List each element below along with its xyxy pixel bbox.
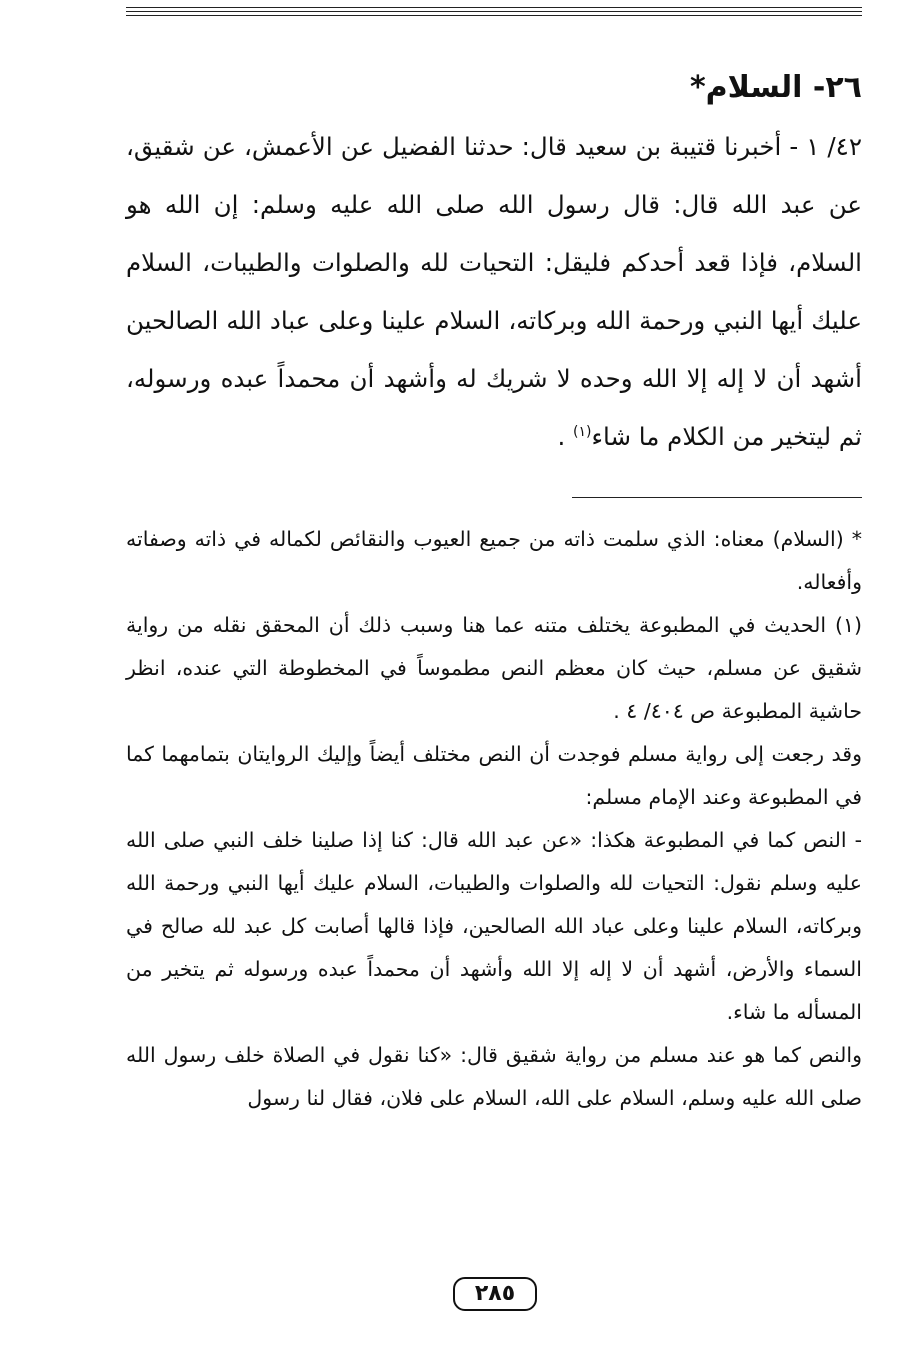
- footnote-para-4: والنص كما هو عند مسلم من رواية شقيق قال: «كنا نقول في الصلاة خلف رسول الله صلى الله عليه وسلم، السلام على الله، السلام على فلان، فقال لنا رسول: [126, 1043, 862, 1110]
- footnote-ref: (١): [573, 423, 592, 440]
- main-text: [126, 68, 862, 466]
- hadith-paragraph: [126, 118, 862, 466]
- footnote-para-3: - النص كما في المطبوعة هكذا: «عن عبد الله قال: كنا إذا صلينا خلف النبي صلى الله عليه وسلم نقول: التحيات لله والصلوات والطيبات، السلام عليك أيها النبي ورحمة الله وبركاته، السلام علينا وعلى عباد الله الصالحين، فإذا قالها أصابت كل عبد لله صالح في السماء والأرض، أشهد أن لا إله إلا الله وأشهد أن محمداً عبده ورسوله ثم يتخير من المسأله ما شاء.: [126, 828, 862, 1024]
- footnote-separator: [572, 497, 862, 498]
- header-rule-middle: [126, 11, 862, 12]
- page-number: ٢٨٥: [453, 1277, 537, 1311]
- chapter-title: ٢٦- السلام*: [689, 70, 862, 105]
- footnote-para-2: وقد رجعت إلى رواية مسلم فوجدت أن النص مختلف أيضاً وإليك الروايتان بتمامهما كما في المطبوعة وعند الإمام مسلم:: [126, 742, 862, 809]
- footnote-1: (١) الحديث في المطبوعة يختلف متنه عما هنا وسبب ذلك أن المحقق نقله من رواية شقيق عن مسلم، حيث كان معظم النص مطموساً في المخطوطة التي عنده، انظر حاشية المطبوعة ص ٤٠٤/ ٤ .: [126, 613, 862, 723]
- header-rule-top: [126, 7, 862, 8]
- hadith-end: .: [557, 422, 574, 451]
- header-rule-bottom: [126, 15, 862, 16]
- hadith-text: ٤٢/ ١ - أخبرنا قتيبة بن سعيد قال: حدثنا الفضيل عن الأعمش، عن شقيق، عن عبد الله قال: قال رسول الله صلى الله عليه وسلم: إن الله هو السلام، فإذا قعد أحدكم فليقل: التحيات لله والصلوات والطيبات، السلام عليك أيها النبي ورحمة الله وبركاته، السلام علينا وعلى عباد الله الصالحين أشهد أن لا إله إلا الله وحده لا شريك له وأشهد أن محمداً عبده ورسوله، ثم ليتخير من الكلام ما شاء: [126, 132, 862, 451]
- footnote-star: * (السلام) معناه: الذي سلمت ذاته من جميع العيوب والنقائص لكماله في ذاته وصفاته وأفعاله.: [126, 527, 862, 594]
- footnotes: [126, 518, 862, 1120]
